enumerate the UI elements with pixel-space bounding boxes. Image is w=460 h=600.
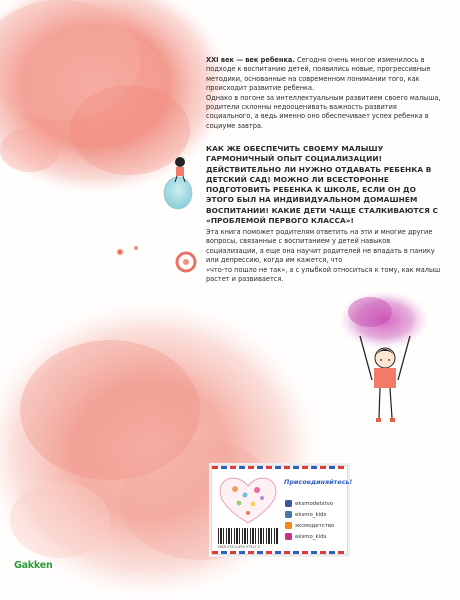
isbn-number: ISBN 978-5-699-97527-5 — [218, 545, 261, 549]
publisher-logo: Gakken — [14, 560, 53, 571]
join-label: Присоединяйтесь! — [284, 478, 353, 486]
book-description — [206, 228, 442, 284]
social-card — [211, 465, 353, 555]
intro-rest: Сегодня очень многое изменилось в подходе к воспитанию детей, появились новые, прогрессивные методики, основанные на современном понимании того, как происходит развитие ребенка. — [206, 56, 431, 93]
social-handle: eksmodetstvo — [295, 500, 334, 507]
airmail-stripe-bottom — [212, 551, 347, 554]
social-handle: эксмодетство — [295, 522, 335, 529]
description-part-1: Эта книга поможет родителям ответить на эти и многие другие вопросы, связанные с воспитанием у детей навыков социализации, а еще она научит родителей не впадать в панику или депрессию, когда им кажется, что — [206, 228, 435, 265]
vk-icon — [285, 511, 292, 518]
heart-doodle-icon — [215, 473, 281, 525]
intro-paragraph — [206, 56, 442, 94]
social-row-odnoklassniki[interactable] — [285, 522, 345, 529]
questions-paragraph: КАК ЖЕ ОБЕСПЕЧИТЬ СВОЕМУ МАЛЫШУ ГАРМОНИЧНЫЙ ОПЫТ СОЦИАЛИЗАЦИИ! ДЕЙСТВИТЕЛЬНО ЛИ НУЖНО ОТДАВАТЬ РЕБЕНКА В ДЕТСКИЙ САД! МОЖНО ЛИ ВСЕСТОРОННЕ ПОДГОТОВИТЬ РЕБЕНКА К ШКОЛЕ, ЕСЛИ ОН ДО ЭТОГО БЫЛ НА ИНДИВИДУАЛЬНОМ ДОМАШНЕМ ВОСПИТАНИИ! КАКИЕ ДЕТИ ЧАЩЕ СТАЛКИВАЮТСЯ С «ПРОБЛЕМОЙ ПЕРВОГО КЛАССА»! — [206, 144, 438, 226]
airmail-stripe-top — [212, 466, 347, 469]
intro-paragraphs — [206, 56, 442, 131]
social-handle: eksmo_kids — [295, 533, 327, 540]
social-row-facebook[interactable] — [285, 500, 345, 507]
description-part-2: «что-то пошло не так», а с улыбкой относиться к тому, как малыш растет и развивается. — [206, 265, 441, 284]
facebook-icon — [285, 500, 292, 507]
intro-lead: XXI век — век ребенка. — [206, 56, 295, 64]
barcode — [218, 528, 278, 544]
social-row-vk[interactable] — [285, 511, 345, 518]
odnoklassniki-icon — [285, 522, 292, 529]
social-handle: eksmo_kids — [295, 511, 327, 518]
social-row-instagram[interactable] — [285, 533, 345, 540]
instagram-icon — [285, 533, 292, 540]
second-paragraph: Однако в погоне за интеллектуальным развитием своего малыша, родители склонны недооценивать важность развития социального, а ведь именно оно обеспечивает успех ребенка в социуме завтра. — [206, 93, 441, 130]
